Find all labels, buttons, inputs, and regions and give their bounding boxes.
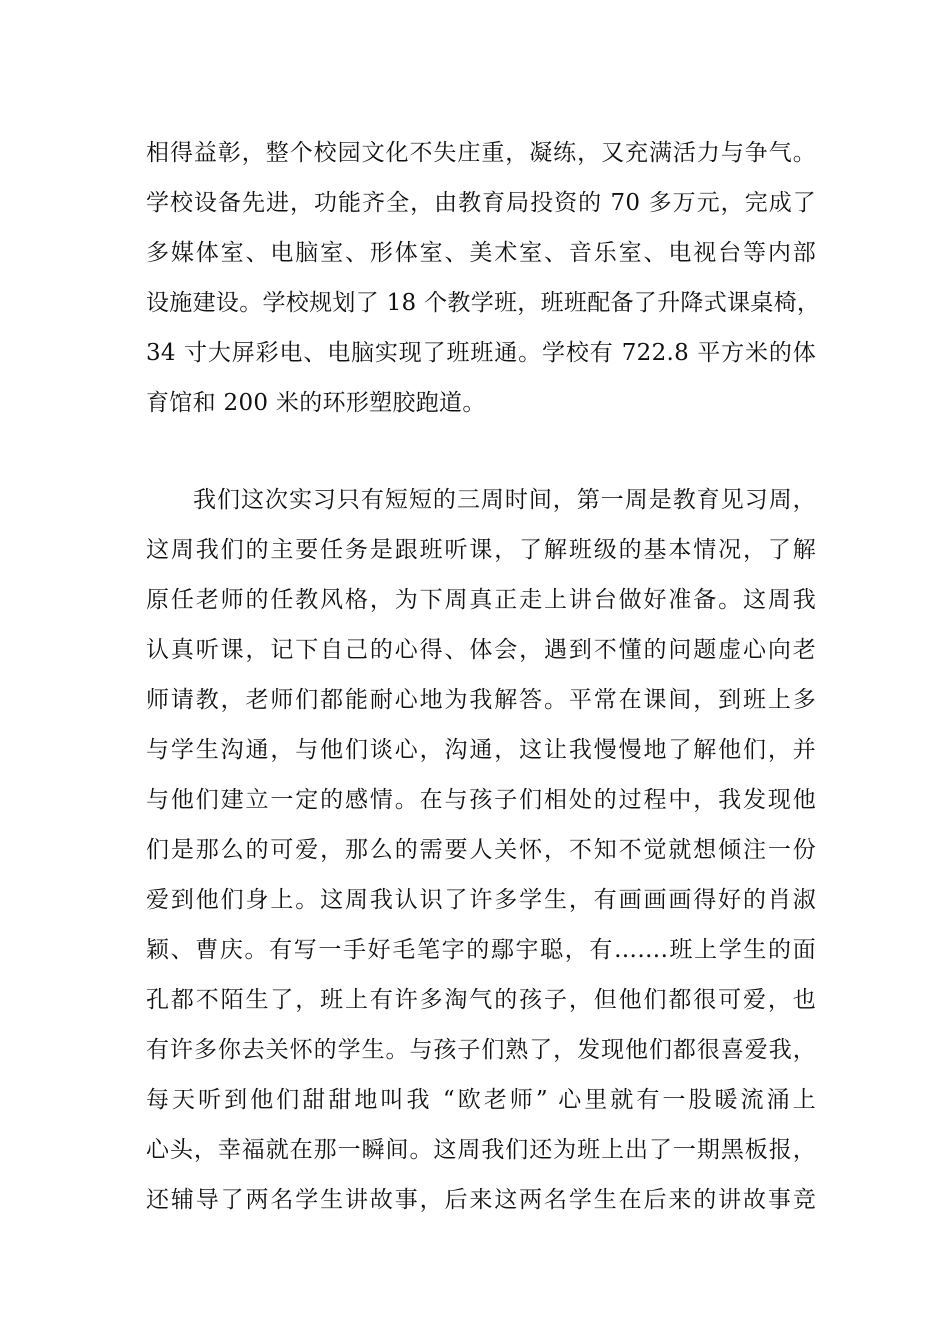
text-line: 34 寸大屏彩电、电脑实现了班班通。学校有 722.8 平方米的体 xyxy=(146,340,816,366)
text-line: 认真听课，记下自己的心得、体会，遇到不懂的问题虚心向老 xyxy=(146,637,816,663)
text-line: 师请教，老师们都能耐心地为我解答。平常在课间，到班上多 xyxy=(146,687,816,713)
text-line: 我们这次实习只有短短的三周时间，第一周是教育见习周， xyxy=(193,487,816,513)
text-line: 设施建设。学校规划了 18 个教学班，班班配备了升降式课桌椅， xyxy=(146,290,821,316)
text-line: 有许多你去关怀的学生。与孩子们熟了，发现他们都很喜爱我， xyxy=(146,1037,816,1063)
text-line: 心头，幸福就在那一瞬间。这周我们还为班上出了一期黑板报， xyxy=(146,1137,816,1163)
text-line: 与他们建立一定的感情。在与孩子们相处的过程中，我发现他 xyxy=(146,787,816,813)
text-line: 每天听到他们甜甜地叫我 “欧老师” 心里就有一股暖流涌上 xyxy=(146,1087,816,1113)
text-line: 与学生沟通，与他们谈心，沟通，这让我慢慢地了解他们，并 xyxy=(146,737,816,763)
text-line: 育馆和 200 米的环形塑胶跑道。 xyxy=(146,390,486,416)
text-line: 还辅导了两名学生讲故事，后来这两名学生在后来的讲故事竞 xyxy=(146,1187,816,1213)
text-line: 学校设备先进，功能齐全，由教育局投资的 70 多万元，完成了 xyxy=(146,190,816,216)
text-line: 颖、曹庆。有写一手好毛笔字的鄢宇聪，有…….班上学生的面 xyxy=(146,937,816,963)
text-line: 孔都不陌生了，班上有许多淘气的孩子，但他们都很可爱，也 xyxy=(146,987,816,1013)
text-line: 们是那么的可爱，那么的需要人关怀，不知不觉就想倾注一份 xyxy=(146,837,816,863)
text-line: 原任老师的任教风格，为下周真正走上讲台做好准备。这周我 xyxy=(146,587,816,613)
text-line: 相得益彰，整个校园文化不失庄重，凝练，又充满活力与争气。 xyxy=(146,140,816,166)
text-line: 爱到他们身上。这周我认识了许多学生，有画画画得好的肖淑 xyxy=(146,887,816,913)
text-line: 多媒体室、电脑室、形体室、美术室、音乐室、电视台等内部 xyxy=(146,240,816,266)
text-line: 这周我们的主要任务是跟班听课，了解班级的基本情况，了解 xyxy=(146,537,816,563)
